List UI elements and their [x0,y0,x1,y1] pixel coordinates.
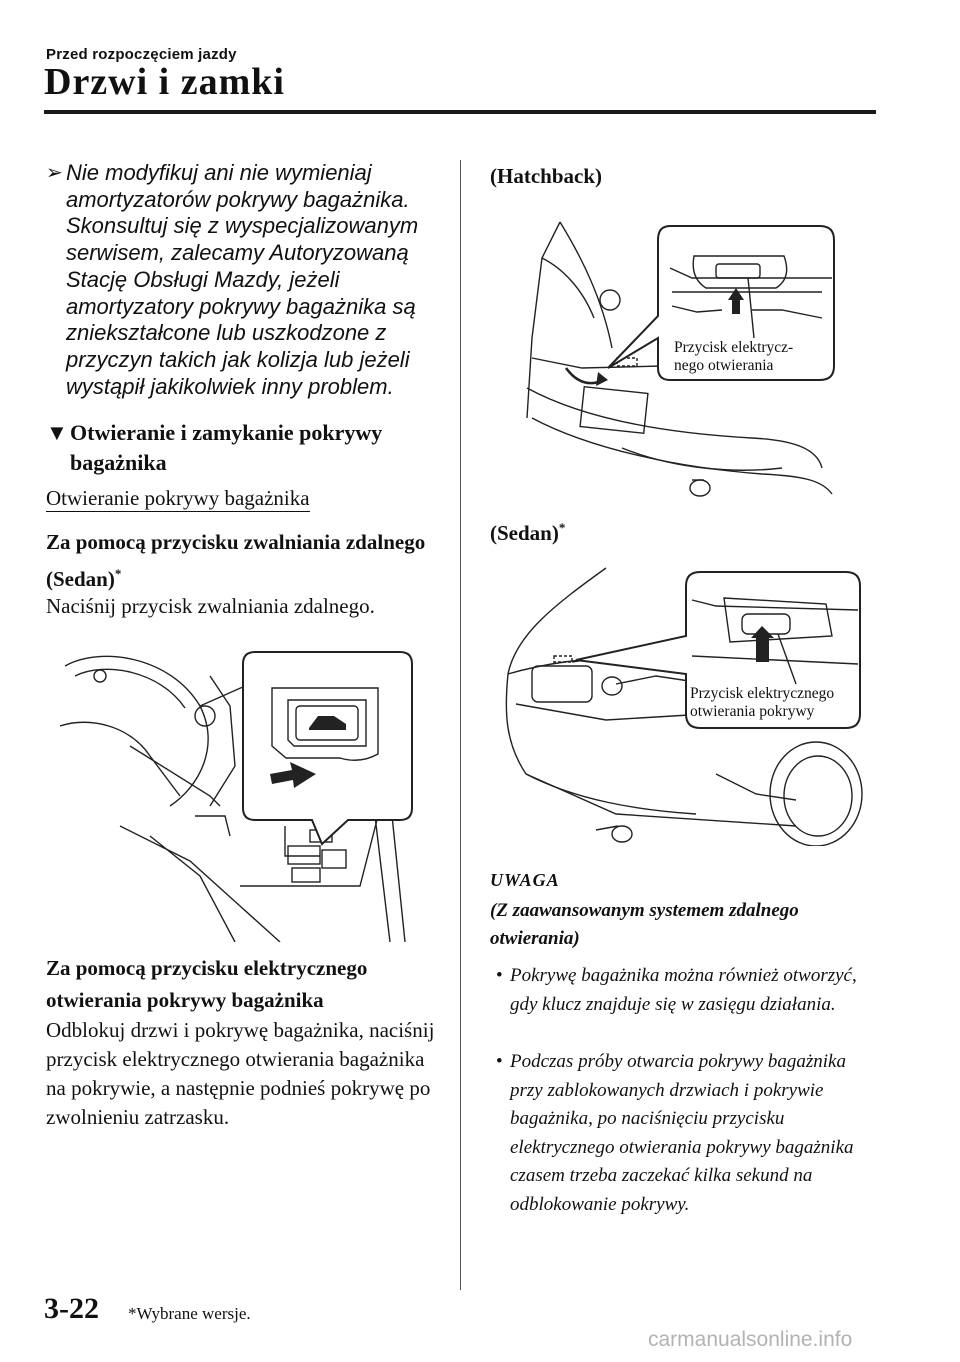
sedan-callout-line2: otwierania pokrywy [690,703,815,720]
subheading [46,486,310,511]
bullet-dot-icon: • [496,965,503,986]
warning-arrow-icon: ➢ [46,162,63,184]
remote-release-figure [60,646,420,942]
section-heading [46,418,446,478]
electric-heading: Za pomocą przycisku elektrycznego otwierania pokrywy bagażnika [46,956,368,1012]
column-divider [460,160,461,1290]
note-bullet-text: Pokrywę bagażnika można również otworzyć, gdy klucz znajduje się w zasięgu działania. [510,965,857,1015]
page-number: 3-22 [44,1292,99,1325]
section-label: Przed rozpoczęciem jazdy [46,46,237,63]
triangle-down-icon: ▼ [46,420,68,445]
note-subtitle: (Z zaawansowanym systemem zdalnego otwierania) [490,900,799,949]
section-heading-text: Otwieranie i zamykanie pokrywy bagażnika [70,420,383,475]
hatchback-callout-line2: nego otwierania [674,357,774,374]
note-bullet [496,1048,880,1219]
hatchback-label: (Hatchback) [490,164,602,188]
sedan-callout-line1: Przycisk elektrycznego [690,685,835,702]
hatchback-figure [522,218,842,500]
note-bullet-text: Podczas próby otwarcia pokrywy bagażnika przy zablokowanych drzwiach i pokrywie bagażnika, po naciśnięciu przycisku elektrycznego otwierania pokrywy bagażnika czasem trzeba zaczekać kilka sekund na odblokowanie pokrywy. [510,1051,854,1215]
watermark: carmanualsonline.info [648,1328,853,1351]
footnote: *Wybrane wersje. [128,1304,251,1323]
hatchback-callout-line1: Przycisk elektrycz- [674,339,794,356]
remote-heading [46,526,446,595]
header-rule [44,110,876,114]
remote-text: Naciśnij przycisk zwalniania zdalnego. [46,594,375,618]
sedan-label-text: (Sedan) [490,521,559,545]
warning-text: Nie modyfikuj ani nie wymieniaj amortyzatorów pokrywy bagażnika. Skonsultuj się z wyspecjalizowanym serwisem, zalecamy Autoryzowaną Stację Obsługi Mazdy, jeżeli amortyzatory pokrywy bagażnika są zniekształcone lub uszkodzone z przyczyn takich jak kolizja lub jeżeli wystąpił jakikolwiek inny problem. [66,160,419,399]
subheading-text: Otwieranie pokrywy bagażnika [46,486,310,510]
sedan-label [490,512,890,549]
note-title: UWAGA [490,870,560,890]
remote-heading-text: Za pomocą przycisku zwalniania zdalnego (Sedan) [46,530,426,591]
remote-heading-mark: * [114,566,122,581]
sedan-label-mark: * [558,520,566,535]
bullet-dot-icon: • [496,1051,503,1072]
warning-block [46,160,446,400]
chapter-title: Drzwi i zamki [44,61,285,103]
sedan-figure [496,564,868,846]
electric-text: Odblokuj drzwi i pokrywę bagażnika, naciśnij przycisk elektrycznego otwierania bagażnika na pokrywie, a następnie podnieś pokrywę po zwolnieniu zatrzasku. [46,1018,435,1129]
note-bullet [496,962,880,1019]
